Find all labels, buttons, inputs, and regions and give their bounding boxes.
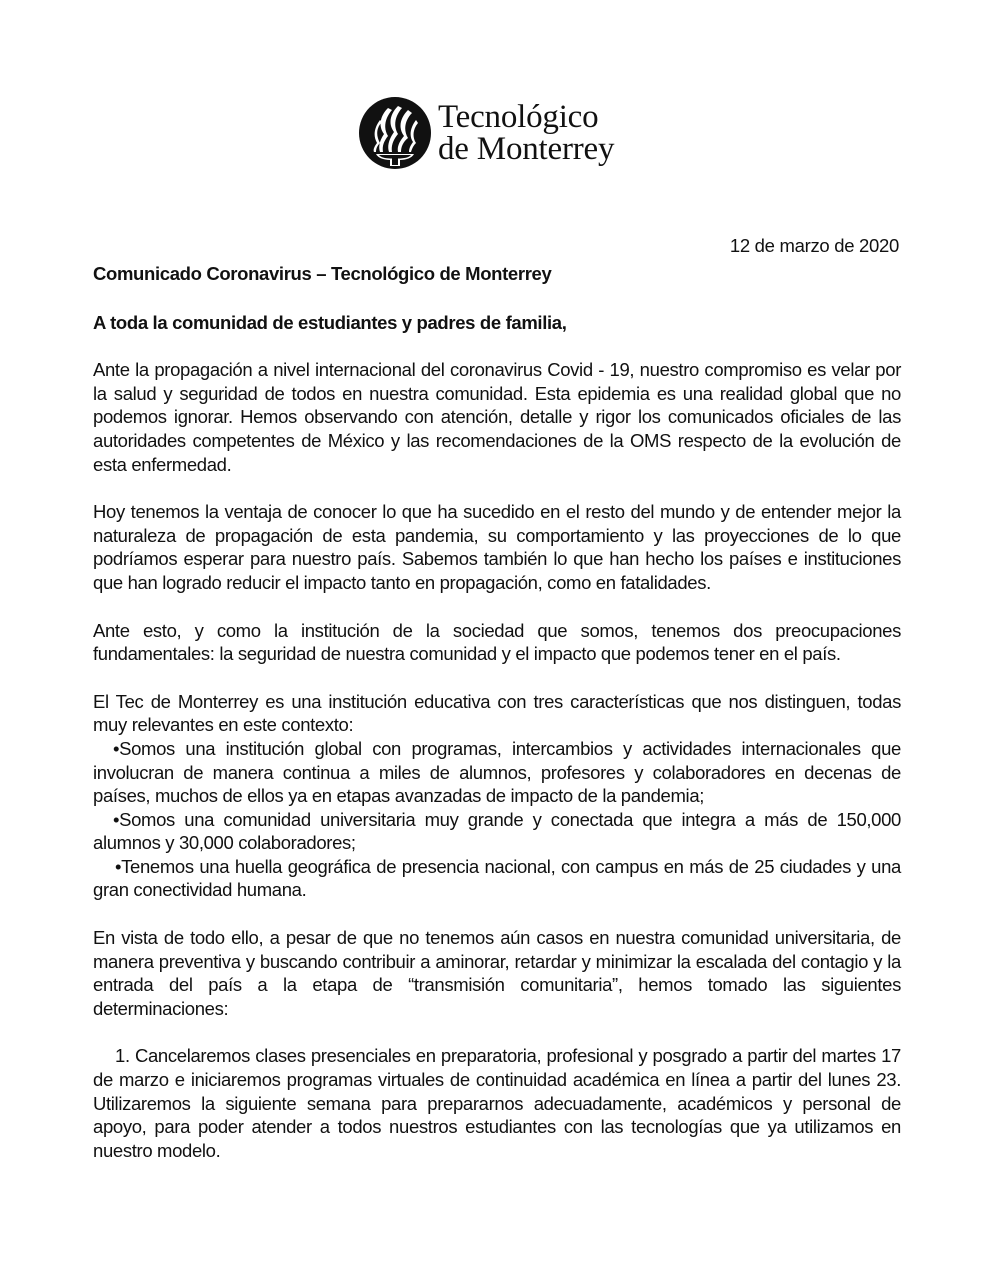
institution-logo xyxy=(358,96,614,170)
determination-item-1: 1. Cancelaremos clases presenciales en preparatoria, profesional y posgrado a partir del martes 17 de marzo e iniciaremos programas virtuales de continuidad académica en línea a partir del lunes 23. Utilizaremos la siguiente semana para prepararnos adecuadamente, académicos y personal de apoyo, para poder atender a todos nuestros estudiantes con las tecnologías que ya utilizamos en nuestro modelo. xyxy=(93,1045,901,1161)
paragraph-3: Ante esto, y como la institución de la sociedad que somos, tenemos dos preocupaciones fundamentales: la seguridad de nuestra comunidad y el impacto que podemos tener en el país. xyxy=(93,619,901,665)
determinations-intro: En vista de todo ello, a pesar de que no tenemos aún casos en nuestra comunidad universitaria, de manera preventiva y buscando contribuir a aminorar, retardar y minimizar la escalada del contagio y la entrada del país a la etapa de “transmisión comunitaria”, hemos tomado las siguientes determinaciones: xyxy=(93,927,901,1019)
paragraph-4: El Tec de Monterrey es una institución educativa con tres características que nos distinguen, todas muy relevantes en este contexto: xyxy=(93,690,901,736)
letter-greeting: A toda la comunidad de estudiantes y padres de familia, xyxy=(93,311,567,333)
bullet-item-2: •Somos una comunidad universitaria muy grande y conectada que integra a más de 150,000 alumnos y 30,000 colaboradores; xyxy=(93,808,901,854)
logo-line-2: de Monterrey xyxy=(438,131,615,167)
logo-line-1: Tecnológico xyxy=(438,99,599,135)
letter-subject: Comunicado Coronavirus – Tecnológico de Monterrey xyxy=(93,263,552,284)
characteristics-section xyxy=(93,690,901,902)
bullet-item-3: •Tenemos una huella geográfica de presencia nacional, con campus en más de 25 ciudades y una gran conectividad humana. xyxy=(93,855,901,901)
paragraph-2: Hoy tenemos la ventaja de conocer lo que ha sucedido en el resto del mundo y de entender mejor la naturaleza de propagación de esta pandemia, su comportamiento y las proyecciones de lo que podríamos esperar para nuestro país. Sabemos también lo que han hecho los países e instituciones que han logrado reducir el impacto tanto en propagación, como en fatalidades. xyxy=(93,501,901,593)
torch-flame-emblem-icon xyxy=(358,96,432,170)
paragraph-1: Ante la propagación a nivel internacional del coronavirus Covid - 19, nuestro compromiso es velar por la salud y seguridad de todos en nuestra comunidad. Esta epidemia es una realidad global que no podemos ignorar. Hemos observando con atención, detalle y rigor los comunicados oficiales de las autoridades competentes de México y las recomendaciones de la OMS respecto de la evolución de esta enfermedad. xyxy=(93,359,901,475)
letter-date: 12 de marzo de 2020 xyxy=(729,235,899,256)
logo-wordmark xyxy=(438,101,614,165)
letter-body xyxy=(93,262,901,1186)
bullet-item-1: •Somos una institución global con programas, intercambios y actividades internacionales que involucran de manera continua a miles de alumnos, profesores y colaboradores en decenas de países, muchos de ellos ya en etapas avanzadas de impacto de la pandemia; xyxy=(93,737,901,807)
